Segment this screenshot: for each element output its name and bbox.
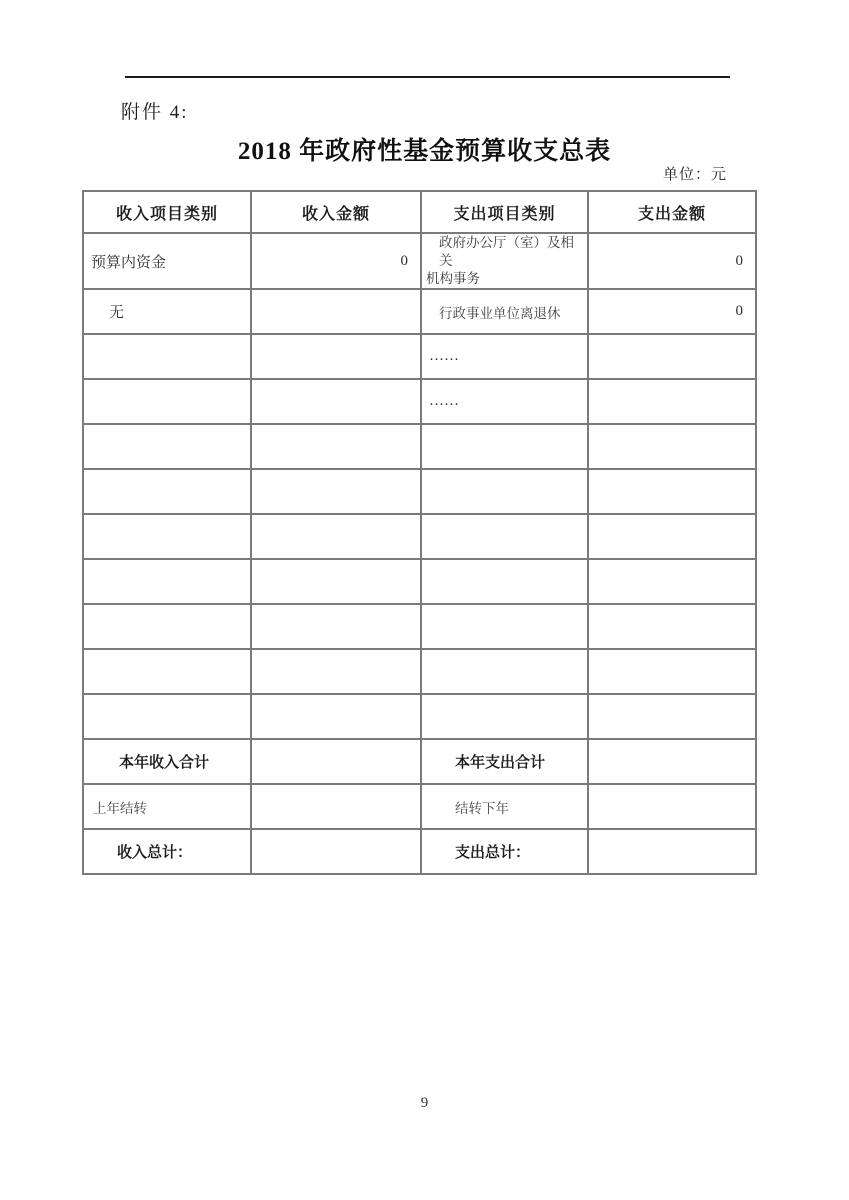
table-cell [421, 469, 588, 514]
table-cell [251, 784, 421, 829]
table-cell: 本年收入合计 [83, 739, 251, 784]
table-cell [588, 649, 756, 694]
unit-label: 单位：元 [662, 167, 727, 183]
header-divider [125, 76, 730, 78]
table-cell [588, 784, 756, 829]
table-cell [251, 424, 421, 469]
column-header: 收入项目类别 [83, 191, 251, 233]
table-cell [421, 604, 588, 649]
table-cell: 结转下年 [421, 784, 588, 829]
table-cell [588, 334, 756, 379]
page-number: 9 [420, 1095, 429, 1111]
table-row [83, 559, 756, 604]
table-row [83, 739, 756, 784]
table-cell [421, 694, 588, 739]
table-row [83, 469, 756, 514]
table-row [83, 424, 756, 469]
table-header-row [83, 191, 756, 233]
table-row [83, 604, 756, 649]
table-cell [251, 289, 421, 334]
table-row [83, 334, 756, 379]
table-cell [421, 649, 588, 694]
table-row [83, 233, 756, 289]
table-row [83, 829, 756, 874]
table-cell [83, 469, 251, 514]
table-cell [83, 334, 251, 379]
table-cell [588, 469, 756, 514]
table-row [83, 289, 756, 334]
table-cell [83, 649, 251, 694]
table-cell [251, 559, 421, 604]
table-cell [83, 694, 251, 739]
table-cell: 行政事业单位离退休 [421, 289, 588, 334]
table-cell [588, 604, 756, 649]
table-cell: 0 [251, 233, 421, 289]
table-cell [251, 334, 421, 379]
table-cell [421, 233, 588, 289]
table-cell [251, 379, 421, 424]
table-cell [251, 829, 421, 874]
table-cell [251, 649, 421, 694]
page-title: 2018 年政府性基金预算收支总表 [237, 138, 612, 165]
table-cell [251, 604, 421, 649]
table-cell [588, 694, 756, 739]
table-cell [251, 469, 421, 514]
table-cell-line: 机构事务 [426, 271, 480, 286]
table-cell: …… [421, 334, 588, 379]
table-cell [83, 604, 251, 649]
table-cell [83, 379, 251, 424]
table-cell [421, 514, 588, 559]
table-cell [588, 514, 756, 559]
budget-table-body [83, 191, 756, 874]
table-cell [251, 514, 421, 559]
table-row [83, 649, 756, 694]
table-cell [421, 424, 588, 469]
table-cell: 上年结转 [83, 784, 251, 829]
budget-table [82, 190, 757, 875]
table-cell [251, 739, 421, 784]
table-cell [588, 739, 756, 784]
column-header: 支出金额 [588, 191, 756, 233]
table-row [83, 784, 756, 829]
table-cell [251, 694, 421, 739]
table-cell [588, 424, 756, 469]
table-cell: …… [421, 379, 588, 424]
table-cell: 0 [588, 233, 756, 289]
table-cell: 预算内资金 [83, 233, 251, 289]
table-cell [83, 559, 251, 604]
table-cell [588, 379, 756, 424]
table-row [83, 694, 756, 739]
table-cell [83, 514, 251, 559]
attachment-label: 附件 4: [121, 102, 189, 123]
table-cell: 支出总计： [421, 829, 588, 874]
table-row [83, 514, 756, 559]
table-row [83, 379, 756, 424]
column-header: 收入金额 [251, 191, 421, 233]
table-cell: 0 [588, 289, 756, 334]
table-cell: 无 [83, 289, 251, 334]
table-cell [588, 559, 756, 604]
table-cell [83, 424, 251, 469]
table-cell: 收入总计： [83, 829, 251, 874]
table-cell-line: 政府办公厅（室）及相关 [439, 235, 574, 268]
table-cell [421, 559, 588, 604]
table-cell: 本年支出合计 [421, 739, 588, 784]
table-cell [588, 829, 756, 874]
column-header: 支出项目类别 [421, 191, 588, 233]
